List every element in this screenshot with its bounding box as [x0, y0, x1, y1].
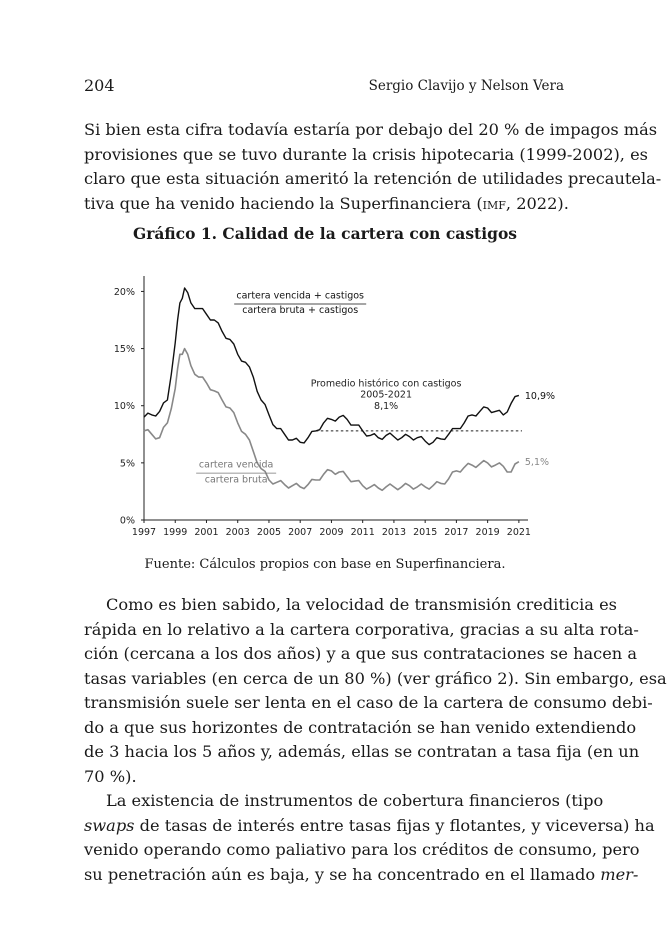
x-tick-label: 2003	[225, 527, 250, 538]
x-tick-label: 2017	[444, 527, 469, 538]
chart-source: Fuente: Cálculos propios con base en Superfinanciera.	[144, 557, 506, 572]
y-tick-label: 0%	[119, 515, 135, 527]
page-header	[84, 76, 564, 98]
paragraph-text: , 2022).	[505, 193, 569, 213]
x-tick-label: 2011	[350, 527, 375, 538]
x-tick-label: 2019	[475, 527, 500, 538]
paragraph-text: tiva que ha venido haciendo la Superfinanciera (	[84, 193, 483, 213]
imf-abbreviation: imf	[482, 193, 506, 213]
paragraph-line	[84, 814, 655, 839]
paragraph-line: de 3 hacia los 5 años y, además, ellas se contratan a tasa fija (en un	[84, 742, 640, 761]
paragraph-line: provisiones que se tuvo durante la crisis hipotecaria (1999-2002), es	[84, 144, 648, 164]
line-chart	[100, 268, 556, 543]
paragraph-line: La existencia de instrumentos de cobertura financieros (tipo	[106, 791, 604, 810]
x-tick-label: 2005	[256, 527, 282, 538]
x-tick-label: 2013	[381, 527, 407, 538]
legend-denominator: cartera bruta + castigos	[242, 305, 359, 317]
paragraph-1	[84, 118, 662, 216]
paragraph-3	[84, 789, 655, 887]
x-tick-label: 2015	[413, 527, 438, 538]
series-end-label: 10,9%	[524, 390, 556, 402]
italic-term: mer-	[600, 864, 639, 884]
chart-container	[100, 268, 556, 543]
x-tick-label: 2009	[319, 527, 344, 538]
x-tick-label: 2007	[288, 527, 313, 538]
paragraph-line: 70 %).	[84, 766, 137, 786]
paragraph-line: venido operando como paliativo para los créditos de consumo, pero	[84, 840, 640, 859]
y-tick-label: 15%	[113, 344, 135, 356]
x-tick-label: 1997	[131, 527, 157, 538]
paragraph-line: Si bien esta cifra todavía estaría por debajo del 20 % de impagos más	[84, 120, 658, 139]
reference-label: 8,1%	[374, 401, 399, 413]
paragraph-line	[84, 192, 569, 217]
series-end-label: 5,1%	[524, 457, 550, 469]
paragraph-line: tasas variables (en cerca de un 80 %) (ver gráfico 2). Sin embargo, esa	[84, 668, 667, 688]
page-number: 204	[84, 76, 115, 95]
y-tick-label: 5%	[119, 458, 135, 470]
paragraph-line: do a que sus horizontes de contratación se han venido extendiendo	[84, 717, 637, 737]
legend-denominator: cartera bruta	[204, 474, 268, 486]
paragraph-2	[84, 593, 667, 789]
reference-label: Promedio histórico con castigos	[310, 378, 462, 390]
paragraph-line: Como es bien sabido, la velocidad de transmisión crediticia es	[106, 595, 617, 614]
italic-term: swaps	[84, 815, 135, 835]
x-tick-label: 2021	[506, 527, 531, 538]
chart-title: Gráfico 1. Calidad de la cartera con castigos	[132, 224, 518, 243]
x-tick-label: 2001	[194, 527, 219, 538]
paragraph-text: su penetración aún es baja, y se ha concentrado en el llamado	[84, 864, 601, 884]
legend-numerator: cartera vencida	[198, 459, 274, 471]
running-head: Sergio Clavijo y Nelson Vera	[368, 78, 564, 94]
paragraph-text: de tasas de interés entre tasas fijas y flotantes, y viceversa) ha	[134, 815, 655, 835]
paragraph-line: claro que esta situación ameritó la retención de utilidades precautela-	[84, 169, 662, 188]
reference-label: 2005-2021	[360, 389, 413, 401]
paragraph-line: rápida en lo relativo a la cartera corporativa, gracias a su alta rota-	[84, 619, 639, 639]
x-tick-label: 1999	[163, 527, 188, 538]
y-tick-label: 10%	[113, 401, 135, 413]
paragraph-line: ción (cercana a los dos años) y a que sus contrataciones se hacen a	[84, 644, 638, 663]
y-tick-label: 20%	[113, 286, 135, 298]
legend-numerator: cartera vencida + castigos	[236, 290, 365, 302]
paragraph-line	[84, 863, 639, 888]
paragraph-line: transmisión suele ser lenta en el caso de la cartera de consumo debi-	[84, 693, 653, 712]
